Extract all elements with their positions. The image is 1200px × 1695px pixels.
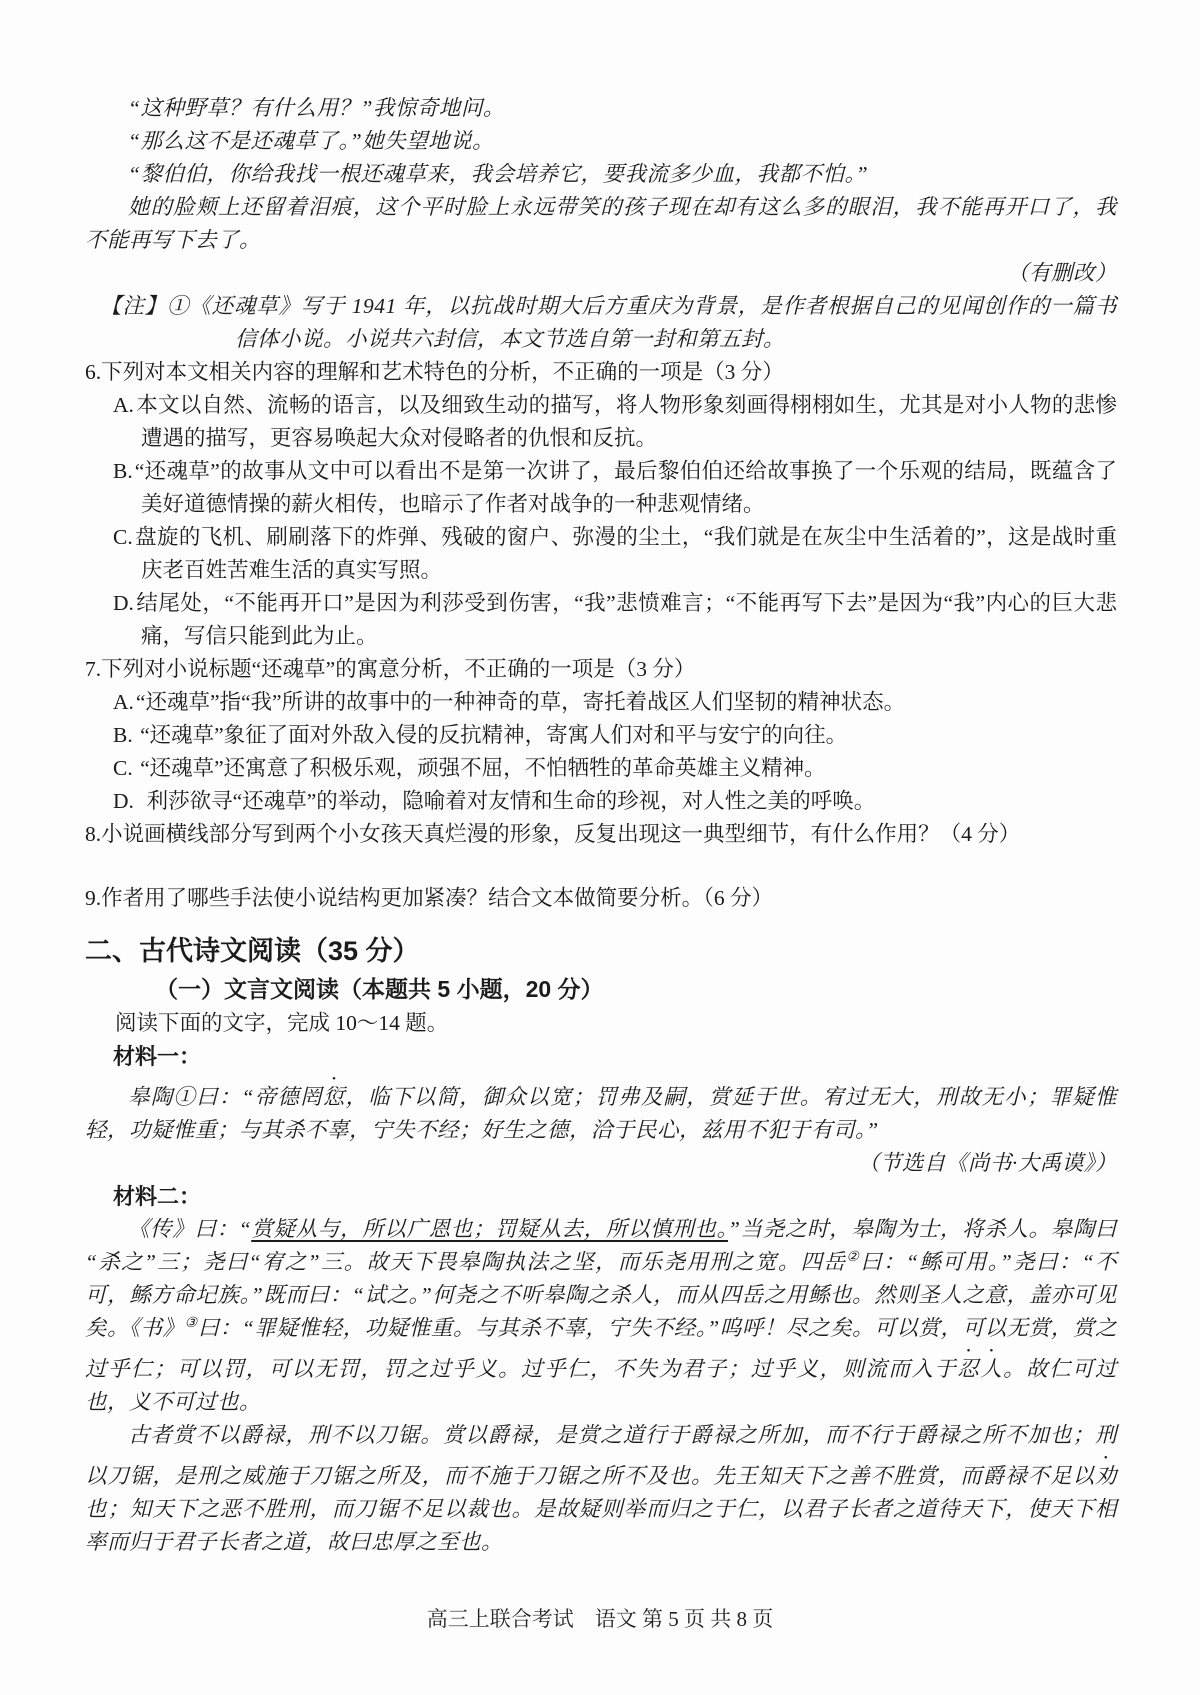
emphasis-dotted-text: 愆 — [322, 1085, 346, 1109]
material-2-paragraph-1 — [85, 1213, 1117, 1419]
option-label: A. — [113, 393, 134, 417]
attribution: （有删改） — [1006, 261, 1117, 285]
option-label: C. — [113, 756, 133, 780]
option-label: C. — [113, 525, 133, 549]
question-7-stem: 7.下列对小说标题“还魂草”的寓意分析，不正确的一项是（3 分） — [85, 657, 696, 681]
reading-instruction: 阅读下面的文字，完成 10～14 题。 — [115, 1011, 449, 1035]
text-segment: 。故仁可过也，义不可过也。 — [85, 1357, 1117, 1414]
page-content — [85, 92, 1117, 1559]
question-6-option-c — [85, 521, 1117, 587]
emphasis-dotted-text: 劝 — [1094, 1464, 1117, 1488]
page-footer: 高三上联合考试 语文 第 5 页 共 8 页 — [426, 1607, 774, 1631]
option-text: 盘旋的飞机、刷刷落下的炸弹、残破的窗户、弥漫的尘土，“我们就是在灰尘中生活着的”，这是战时重庆老百姓苦难生活的真实写照。 — [134, 525, 1117, 582]
footnote-marker: ③ — [184, 1315, 198, 1331]
question-7-option-b — [85, 719, 1117, 752]
text-segment: 也；知天下之恶不胜刑，而刀锯不足以裁也。是故疑则举而归之于仁，以君子长者之道待天下，使天下相率而归于君子长者之道，故曰忠厚之至也。 — [85, 1497, 1117, 1554]
material-2-paragraph-2 — [85, 1419, 1117, 1559]
question-8-stem: 8.小说画横线部分写到两个小女孩天真烂漫的形象，反复出现这一典型细节，有什么作用？（4 分） — [85, 822, 1021, 846]
question-6-stem: 6.下列对本文相关内容的理解和艺术特色的分析，不正确的一项是（3 分） — [85, 360, 784, 384]
emphasis-dotted-text: 忍人 — [957, 1357, 1004, 1381]
material-1-label: 材料一： — [113, 1044, 202, 1069]
dialogue-line-1: “这种野草？有什么用？”我惊奇地问。 — [128, 96, 505, 120]
text-segment: 皋陶①曰：“帝德罔 — [128, 1085, 323, 1109]
material-1-source: （节选自《尚书·大禹谟》） — [857, 1151, 1117, 1175]
option-label: B. — [113, 723, 133, 747]
footnote-marker: ② — [846, 1249, 861, 1265]
text-segment: 古者赏不以爵禄，刑不以刀锯。赏以爵禄，是赏之道行于爵禄之所加，而不行于爵禄之所不加也；刑以刀锯，是刑之威施于刀锯之所及，而不施于刀锯之所不及也。先王知天下之善不胜赏，而爵禄不足以 — [85, 1423, 1117, 1488]
text-segment: 曰：“鲧可用。”尧曰：“不可，鲧方命圮族。”既而曰：“试之。”何尧之不听皋陶之杀人，而从四岳之用鲧也。然则圣人之意，盖亦可见矣。《书》 — [85, 1250, 1117, 1340]
footnote: 【注】①《还魂草》写于 1941 年，以抗战时期大后方重庆为背景，是作者根据自己的见闻创作的一篇书信体小说。小说共六封信，本文节选自第一封和第五封。 — [100, 294, 1117, 351]
text-segment: 曰：“罪疑惟轻，功疑惟重。与其杀不辜，宁失不经。”呜呼！尽之矣。可以赏，可以无赏，赏之过乎仁；可以罚，可以无罚，罚之过乎义。过乎仁，不失为君子；过乎义，则流而入于 — [85, 1316, 1117, 1381]
option-text: 结尾处，“不能再开口”是因为利莎受到伤害，“我”悲愤难言；“不能再写下去”是因为“我”内心的巨大悲痛，写信只能到此为止。 — [135, 591, 1117, 648]
option-label: D. — [113, 591, 134, 615]
option-text: 利莎欲寻“还魂草”的举动，隐喻着对友情和生命的珍视，对人性之美的呼唤。 — [135, 789, 876, 813]
question-6-option-a — [85, 389, 1117, 455]
option-text: “还魂草”象征了面对外敌入侵的反抗精神，寄寓人们对和平与安宁的向往。 — [134, 723, 848, 747]
question-7-option-c — [85, 752, 1117, 785]
dialogue-line-3: “黎伯伯，你给我找一根还魂草来，我会培养它，要我流多少血，我都不怕。” — [128, 162, 869, 186]
option-label: D. — [113, 789, 134, 813]
underlined-text: 赏疑从与，所以广恩也；罚疑从去，所以慎刑也。 — [251, 1217, 728, 1241]
question-6-option-b — [85, 455, 1117, 521]
dialogue-line-2: “那么这不是还魂草了。”她失望地说。 — [128, 129, 495, 153]
option-text: 本文以自然、流畅的语言，以及细致生动的描写，将人物形象刻画得栩栩如生，尤其是对小人物的悲惨遭遇的描写，更容易唤起大众对侵略者的仇恨和反抗。 — [135, 393, 1117, 450]
option-text: “还魂草”的故事从文中可以看出不是第一次讲了，最后黎伯伯还给故事换了一个乐观的结局，既蕴含了美好道德情操的薪火相传，也暗示了作者对战争的一种悲观情绪。 — [134, 459, 1117, 516]
material-1-passage — [85, 1073, 1117, 1147]
option-text: “还魂草”指“我”所讲的故事中的一种神奇的草，寄托着战区人们坚韧的精神状态。 — [135, 690, 906, 714]
question-9-stem: 9.作者用了哪些手法使小说结构更加紧凑？结合文本做简要分析。（6 分） — [85, 886, 774, 910]
option-label: B. — [113, 459, 133, 483]
question-6-option-d — [85, 587, 1117, 653]
question-7-option-d — [85, 785, 1117, 818]
text-segment: 《传》曰：“ — [128, 1217, 252, 1241]
dialogue-paragraph: 她的脸颊上还留着泪痕，这个平时脸上永远带笑的孩子现在却有这么多的眼泪，我不能再开口了，我不能再写下去了。 — [85, 195, 1117, 252]
text-segment: ”当尧之时，皋陶为士，将杀人。皋陶曰“杀之”三；尧曰“宥之”三。故天下畏皋陶执法之坚，而乐尧用刑之宽。四岳 — [85, 1217, 1117, 1274]
question-7-option-a — [85, 686, 1117, 719]
section-2-subtitle: （一）文言文阅读（本题共 5 小题，20 分） — [155, 976, 604, 1002]
option-text: “还魂草”还寓意了积极乐观，顽强不屈，不怕牺牲的革命英雄主义精神。 — [134, 756, 826, 780]
section-2-title: 二、古代诗文阅读（35 分） — [85, 936, 420, 966]
option-label: A. — [113, 690, 134, 714]
material-2-label: 材料二： — [113, 1184, 202, 1209]
text-segment: ，临下以简，御众以宽；罚弗及嗣，赏延于世。宥过无大，刑故无小；罪疑惟轻，功疑惟重；与其杀不辜，宁失不经；好生之德，洽于民心，兹用不犯于有司。” — [85, 1085, 1117, 1142]
